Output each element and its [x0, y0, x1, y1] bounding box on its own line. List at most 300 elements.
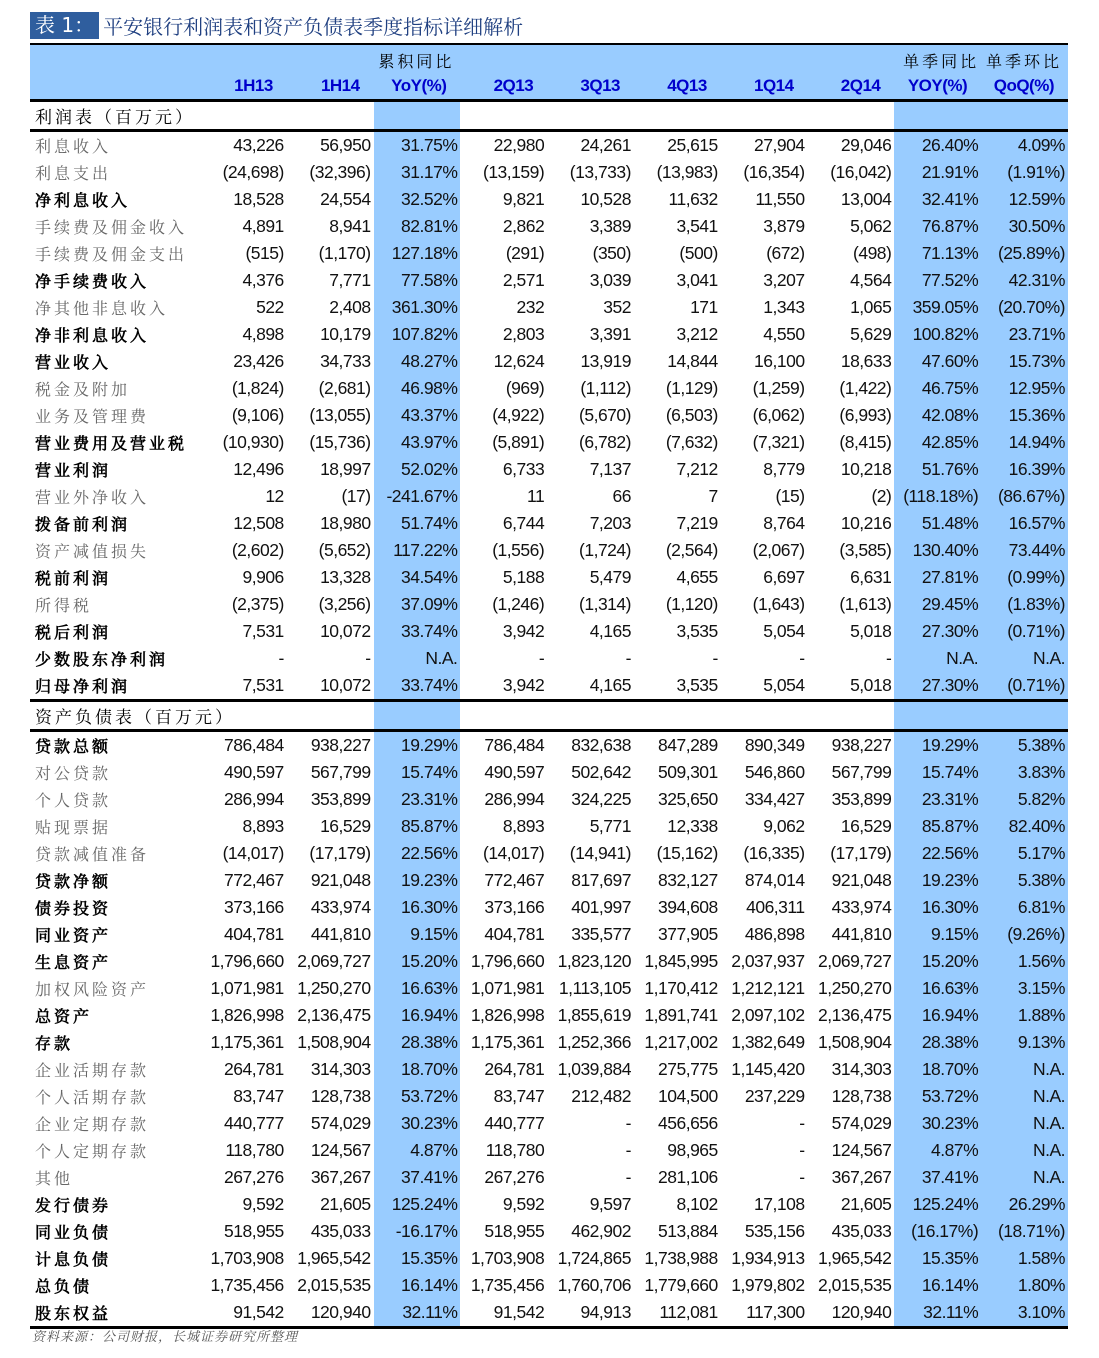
value-cell: (1.83%)	[981, 591, 1068, 618]
value-cell: 8,893	[242, 816, 284, 836]
value-cell: 5.38%	[981, 731, 1068, 760]
value-cell: 401,997	[571, 897, 631, 917]
value-cell: 1,252,366	[557, 1032, 631, 1052]
value-cell: 373,166	[224, 897, 284, 917]
value-cell: 124,567	[310, 1140, 371, 1160]
value-cell: 2,803	[502, 324, 545, 344]
value-cell: (1,314)	[579, 594, 631, 614]
table-row	[30, 348, 1068, 375]
value-cell: 462,902	[571, 1221, 631, 1241]
value-cell: 4.09%	[981, 131, 1068, 160]
value-cell: 574,029	[310, 1113, 371, 1133]
value-cell: 2,097,102	[731, 1005, 805, 1025]
value-cell: 9.15%	[374, 921, 461, 948]
value-cell: 1,779,660	[644, 1275, 718, 1295]
value-cell: 359.05%	[894, 294, 981, 321]
empty-cell	[721, 701, 808, 731]
value-cell: 171	[690, 297, 718, 317]
value-cell: 19.29%	[894, 731, 981, 760]
value-cell: 3,879	[763, 216, 805, 236]
empty-cell	[981, 101, 1068, 131]
empty-cell	[808, 101, 895, 131]
value-cell: 3,389	[589, 216, 631, 236]
value-cell: 19.23%	[894, 867, 981, 894]
table-row	[30, 786, 1068, 813]
value-cell: 47.60%	[894, 348, 981, 375]
column-header: 2Q14	[808, 72, 895, 101]
value-cell: N.A.	[981, 1137, 1068, 1164]
value-cell: 3,391	[589, 324, 631, 344]
table-row	[30, 813, 1068, 840]
value-cell: 3,541	[676, 216, 718, 236]
empty-cell	[547, 101, 634, 131]
value-cell: 23.31%	[374, 786, 461, 813]
value-cell: 9,597	[589, 1194, 631, 1214]
value-cell: 31.17%	[374, 159, 461, 186]
value-cell: 3,535	[634, 672, 721, 701]
value-cell: 1,217,002	[644, 1032, 718, 1052]
value-cell: 12,624	[493, 351, 545, 371]
value-cell: 83,747	[233, 1086, 284, 1106]
table-row	[30, 645, 1068, 672]
value-cell: 11,632	[668, 189, 718, 209]
value-cell: 13,919	[580, 351, 631, 371]
row-label: 所得税	[35, 596, 93, 615]
row-label: 总负债	[35, 1277, 93, 1296]
value-cell: 107.82%	[374, 321, 461, 348]
value-cell: 43.37%	[374, 402, 461, 429]
value-cell: 522	[256, 297, 284, 317]
value-cell: 82.81%	[374, 213, 461, 240]
row-label: 营业外净收入	[35, 488, 150, 507]
value-cell: 9.15%	[894, 921, 981, 948]
table-row	[30, 1002, 1068, 1029]
value-cell: 16.14%	[374, 1272, 461, 1299]
value-cell: 1,250,270	[818, 978, 892, 998]
value-cell: 117,300	[746, 1302, 805, 1322]
value-cell: 6,733	[502, 459, 545, 479]
value-cell: 264,781	[224, 1059, 284, 1079]
value-cell: 786,484	[224, 735, 284, 755]
value-cell: 275,775	[658, 1059, 718, 1079]
value-cell: (6,782)	[579, 432, 631, 452]
value-cell: 9,821	[502, 189, 545, 209]
table-row	[30, 1137, 1068, 1164]
value-cell: 21,605	[840, 1194, 892, 1214]
row-label: 净利息收入	[35, 191, 131, 210]
value-cell: 921,048	[831, 870, 892, 890]
value-cell: (17)	[341, 486, 371, 506]
value-cell: 4.87%	[374, 1137, 461, 1164]
value-cell: 334,427	[744, 789, 805, 809]
value-cell: -	[799, 1140, 805, 1160]
value-cell: 1,965,542	[297, 1248, 371, 1268]
value-cell: 441,810	[310, 924, 371, 944]
value-cell: (7,321)	[752, 432, 805, 452]
table-row	[30, 537, 1068, 564]
value-cell: 2,408	[329, 297, 371, 317]
q-qoq-group-label: 单季环比	[981, 44, 1068, 72]
value-cell: 27.30%	[894, 672, 981, 701]
value-cell: 85.87%	[894, 813, 981, 840]
value-cell: 890,349	[744, 735, 805, 755]
section-header-row	[30, 101, 1068, 131]
value-cell: 1,175,361	[210, 1032, 284, 1052]
value-cell: 15.36%	[981, 402, 1068, 429]
value-cell: 5.82%	[981, 786, 1068, 813]
value-cell: 34.54%	[374, 564, 461, 591]
row-label: 手续费及佣金支出	[35, 245, 188, 264]
value-cell: (32,396)	[309, 162, 371, 182]
value-cell: 42.85%	[894, 429, 981, 456]
value-cell: 18,980	[320, 513, 371, 533]
value-cell: 118,780	[485, 1140, 545, 1160]
value-cell: -	[799, 1167, 805, 1187]
row-label: 个人定期存款	[35, 1142, 150, 1161]
value-cell: 53.72%	[374, 1083, 461, 1110]
value-cell: 27.81%	[894, 564, 981, 591]
value-cell: 25,615	[667, 135, 718, 155]
q-yoy-group-label: 单季同比	[894, 44, 981, 72]
value-cell: 1,796,660	[470, 951, 545, 971]
value-cell: 9,592	[502, 1194, 545, 1214]
value-cell: 212,482	[571, 1086, 631, 1106]
value-cell: -	[712, 648, 718, 668]
value-cell: 264,781	[484, 1059, 545, 1079]
value-cell: 10,072	[320, 621, 371, 641]
value-cell: (1,259)	[752, 378, 805, 398]
value-cell: N.A.	[981, 1056, 1068, 1083]
table-row	[30, 456, 1068, 483]
value-cell: 513,884	[658, 1221, 718, 1241]
table-row	[30, 1110, 1068, 1137]
table-row	[30, 1191, 1068, 1218]
value-cell: 16,529	[320, 816, 371, 836]
value-cell: 2,015,535	[818, 1275, 892, 1295]
value-cell: 24,261	[580, 135, 631, 155]
value-cell: 128,738	[831, 1086, 892, 1106]
empty-cell	[634, 701, 721, 731]
value-cell: 127.18%	[374, 240, 461, 267]
value-cell: 1,845,995	[644, 951, 718, 971]
value-cell: 1,826,998	[470, 1005, 545, 1025]
value-cell: 7,137	[589, 459, 631, 479]
row-label: 净手续费收入	[35, 272, 150, 291]
value-cell: 1,979,802	[731, 1275, 805, 1295]
value-cell: (1.91%)	[981, 159, 1068, 186]
header-column-row	[30, 72, 1068, 101]
value-cell: -	[278, 648, 284, 668]
value-cell: 1,175,361	[470, 1032, 545, 1052]
value-cell: 16.63%	[894, 975, 981, 1002]
value-cell: -	[886, 648, 892, 668]
value-cell: 77.52%	[894, 267, 981, 294]
value-cell: 15.35%	[894, 1245, 981, 1272]
value-cell: (15)	[775, 486, 805, 506]
row-label: 债券投资	[35, 899, 112, 918]
value-cell: 404,781	[224, 924, 284, 944]
value-cell: 7,531	[200, 672, 287, 701]
table-row	[30, 731, 1068, 760]
value-cell: 10,179	[320, 324, 371, 344]
value-cell: 16.57%	[981, 510, 1068, 537]
value-cell: 43.97%	[374, 429, 461, 456]
value-cell: (6,993)	[839, 405, 892, 425]
value-cell: 26.29%	[981, 1191, 1068, 1218]
value-cell: 404,781	[484, 924, 545, 944]
value-cell: 14,844	[667, 351, 718, 371]
value-cell: 56,950	[320, 135, 371, 155]
value-cell: 352	[603, 297, 631, 317]
value-cell: 2,037,937	[731, 951, 805, 971]
value-cell: (1,112)	[580, 378, 631, 398]
value-cell: 1,145,420	[731, 1059, 805, 1079]
value-cell: -	[625, 648, 631, 668]
value-cell: 18.70%	[374, 1056, 461, 1083]
empty-cell	[200, 101, 287, 131]
value-cell: (1,129)	[665, 378, 718, 398]
table-row	[30, 975, 1068, 1002]
value-cell: 17,108	[754, 1194, 805, 1214]
value-cell: 73.44%	[981, 537, 1068, 564]
value-cell: 5,054	[763, 621, 805, 641]
value-cell: 98,965	[667, 1140, 718, 1160]
value-cell: 10,072	[287, 672, 374, 701]
value-cell: 817,697	[571, 870, 631, 890]
value-cell: 100.82%	[894, 321, 981, 348]
value-cell: 10,218	[840, 459, 892, 479]
value-cell: 1,965,542	[818, 1248, 892, 1268]
value-cell: 377,905	[658, 924, 718, 944]
cum-yoy-group-label: 累积同比	[374, 44, 461, 72]
source-note: 资料来源：公司财报，长城证券研究所整理	[32, 1330, 299, 1345]
value-cell: 1,891,741	[644, 1005, 718, 1025]
value-cell: 367,267	[831, 1167, 892, 1187]
row-label: 发行债券	[35, 1196, 112, 1215]
value-cell: 1,735,456	[470, 1275, 545, 1295]
value-cell: 37.41%	[894, 1164, 981, 1191]
value-cell: (1,120)	[665, 594, 718, 614]
value-cell: 32.52%	[374, 186, 461, 213]
value-cell: 46.75%	[894, 375, 981, 402]
empty-cell	[808, 701, 895, 731]
value-cell: 7	[708, 486, 718, 506]
value-cell: 91,542	[493, 1302, 545, 1322]
value-cell: (24,698)	[222, 162, 284, 182]
value-cell: (16,335)	[743, 843, 805, 863]
value-cell: -	[799, 648, 805, 668]
value-cell: 1.88%	[981, 1002, 1068, 1029]
value-cell: 546,860	[744, 762, 805, 782]
row-label: 归母净利润	[30, 672, 200, 701]
row-label: 税前利润	[35, 569, 112, 588]
value-cell: 16.94%	[894, 1002, 981, 1029]
value-cell: 32.11%	[894, 1299, 981, 1328]
value-cell: (16.17%)	[894, 1218, 981, 1245]
value-cell: 76.87%	[894, 213, 981, 240]
value-cell: (350)	[592, 243, 631, 263]
value-cell: 18,997	[320, 459, 371, 479]
value-cell: (18.71%)	[981, 1218, 1068, 1245]
value-cell: (3,256)	[318, 594, 371, 614]
value-cell: 11	[527, 486, 545, 506]
value-cell: (15,736)	[309, 432, 371, 452]
value-cell: 10,528	[580, 189, 631, 209]
value-cell: 535,156	[744, 1221, 805, 1241]
value-cell: 6,744	[502, 513, 545, 533]
value-cell: 1,508,904	[297, 1032, 371, 1052]
value-cell: 772,467	[224, 870, 284, 890]
value-cell: 335,577	[571, 924, 631, 944]
value-cell: 2,136,475	[297, 1005, 371, 1025]
value-cell: (2)	[871, 486, 892, 506]
value-cell: 8,941	[329, 216, 371, 236]
empty-cell	[374, 701, 461, 731]
value-cell: (6,503)	[665, 405, 718, 425]
table-row	[30, 948, 1068, 975]
value-cell: 85.87%	[374, 813, 461, 840]
value-cell: 8,779	[763, 459, 805, 479]
row-label: 净其他非息收入	[35, 299, 169, 318]
value-cell: 34,733	[320, 351, 371, 371]
value-cell: 3,207	[763, 270, 805, 290]
value-cell: 94,913	[580, 1302, 631, 1322]
row-label: 总资产	[35, 1007, 93, 1026]
value-cell: 51.74%	[374, 510, 461, 537]
row-label: 利息收入	[35, 137, 112, 156]
value-cell: 1.56%	[981, 948, 1068, 975]
value-cell: 9,906	[242, 567, 284, 587]
row-label: 净非利息收入	[35, 326, 150, 345]
value-cell: 3,535	[676, 621, 718, 641]
table-row	[30, 510, 1068, 537]
value-cell: 324,225	[571, 789, 631, 809]
column-header: 2Q13	[460, 72, 547, 101]
value-cell: 32.41%	[894, 186, 981, 213]
value-cell: 2,015,535	[297, 1275, 371, 1295]
value-cell: 7,531	[242, 621, 284, 641]
value-cell: 1,703,908	[470, 1248, 545, 1268]
value-cell: 4.87%	[894, 1137, 981, 1164]
value-cell: 24,554	[320, 189, 371, 209]
value-cell: 120,940	[831, 1302, 892, 1322]
empty-cell	[894, 701, 981, 731]
table-row	[30, 1272, 1068, 1299]
column-header: 4Q13	[634, 72, 721, 101]
value-cell: 112,081	[659, 1302, 718, 1322]
table-row	[30, 867, 1068, 894]
value-cell: 1,071,981	[470, 978, 545, 998]
value-cell: 15.20%	[894, 948, 981, 975]
row-label: 加权风险资产	[35, 980, 150, 999]
value-cell: (118.18%)	[894, 483, 981, 510]
value-cell: 51.76%	[894, 456, 981, 483]
value-cell: (500)	[679, 243, 718, 263]
row-label: 个人活期存款	[35, 1088, 150, 1107]
value-cell: 3.83%	[981, 759, 1068, 786]
value-cell: 6.81%	[981, 894, 1068, 921]
section-header-row	[30, 701, 1068, 731]
value-cell: 938,227	[831, 735, 892, 755]
value-cell: 37.09%	[374, 591, 461, 618]
table-row	[30, 294, 1068, 321]
value-cell: 874,014	[744, 870, 805, 890]
value-cell: 9.13%	[981, 1029, 1068, 1056]
value-cell: 435,033	[831, 1221, 892, 1241]
value-cell: 406,311	[746, 897, 805, 917]
value-cell: -	[799, 1113, 805, 1133]
row-label: 同业资产	[35, 926, 112, 945]
value-cell: 91,542	[233, 1302, 284, 1322]
value-cell: (1,724)	[579, 540, 631, 560]
value-cell: -241.67%	[374, 483, 461, 510]
value-cell: 12	[265, 486, 284, 506]
value-cell: 29.45%	[894, 591, 981, 618]
value-cell: (16,354)	[743, 162, 805, 182]
value-cell: (1,556)	[492, 540, 545, 560]
value-cell: 53.72%	[894, 1083, 981, 1110]
table-row	[30, 672, 1068, 701]
table-row	[30, 429, 1068, 456]
value-cell: (13,733)	[569, 162, 631, 182]
value-cell: 4,655	[676, 567, 718, 587]
table-row	[30, 1083, 1068, 1110]
value-cell: 15.20%	[374, 948, 461, 975]
value-cell: 3,041	[676, 270, 718, 290]
value-cell: 5,771	[589, 816, 631, 836]
value-cell: 5,479	[589, 567, 631, 587]
value-cell: 1,508,904	[818, 1032, 892, 1052]
value-cell: 42.31%	[981, 267, 1068, 294]
value-cell: 125.24%	[374, 1191, 461, 1218]
table-row	[30, 186, 1068, 213]
value-cell: (16,042)	[830, 162, 892, 182]
value-cell: 15.35%	[374, 1245, 461, 1272]
row-label: 对公贷款	[35, 764, 112, 783]
table-row	[30, 1056, 1068, 1083]
value-cell: 27,904	[754, 135, 805, 155]
value-cell: (515)	[245, 243, 284, 263]
value-cell: 4,898	[242, 324, 284, 344]
value-cell: 353,899	[310, 789, 371, 809]
table-row	[30, 564, 1068, 591]
value-cell: 120,940	[310, 1302, 371, 1322]
empty-cell	[894, 101, 981, 131]
value-cell: (2,602)	[231, 540, 284, 560]
value-cell: 353,899	[831, 789, 892, 809]
value-cell: 18,528	[233, 189, 284, 209]
value-cell: 518,955	[484, 1221, 545, 1241]
value-cell: 28.38%	[894, 1029, 981, 1056]
value-cell: 15.73%	[981, 348, 1068, 375]
value-cell: 4,564	[850, 270, 892, 290]
value-cell: 29,046	[840, 135, 892, 155]
value-cell: 4,376	[242, 270, 284, 290]
value-cell: 5,629	[850, 324, 892, 344]
value-cell: 361.30%	[374, 294, 461, 321]
value-cell: (1,824)	[231, 378, 284, 398]
column-header: 3Q13	[547, 72, 634, 101]
row-label: 企业活期存款	[35, 1061, 150, 1080]
value-cell: (13,055)	[309, 405, 371, 425]
value-cell: 15.74%	[894, 759, 981, 786]
value-cell: 267,276	[224, 1167, 284, 1187]
value-cell: (2,067)	[752, 540, 805, 560]
value-cell: 4,165	[589, 621, 631, 641]
value-cell: 18.70%	[894, 1056, 981, 1083]
value-cell: 21,605	[320, 1194, 371, 1214]
value-cell: 8,102	[676, 1194, 718, 1214]
